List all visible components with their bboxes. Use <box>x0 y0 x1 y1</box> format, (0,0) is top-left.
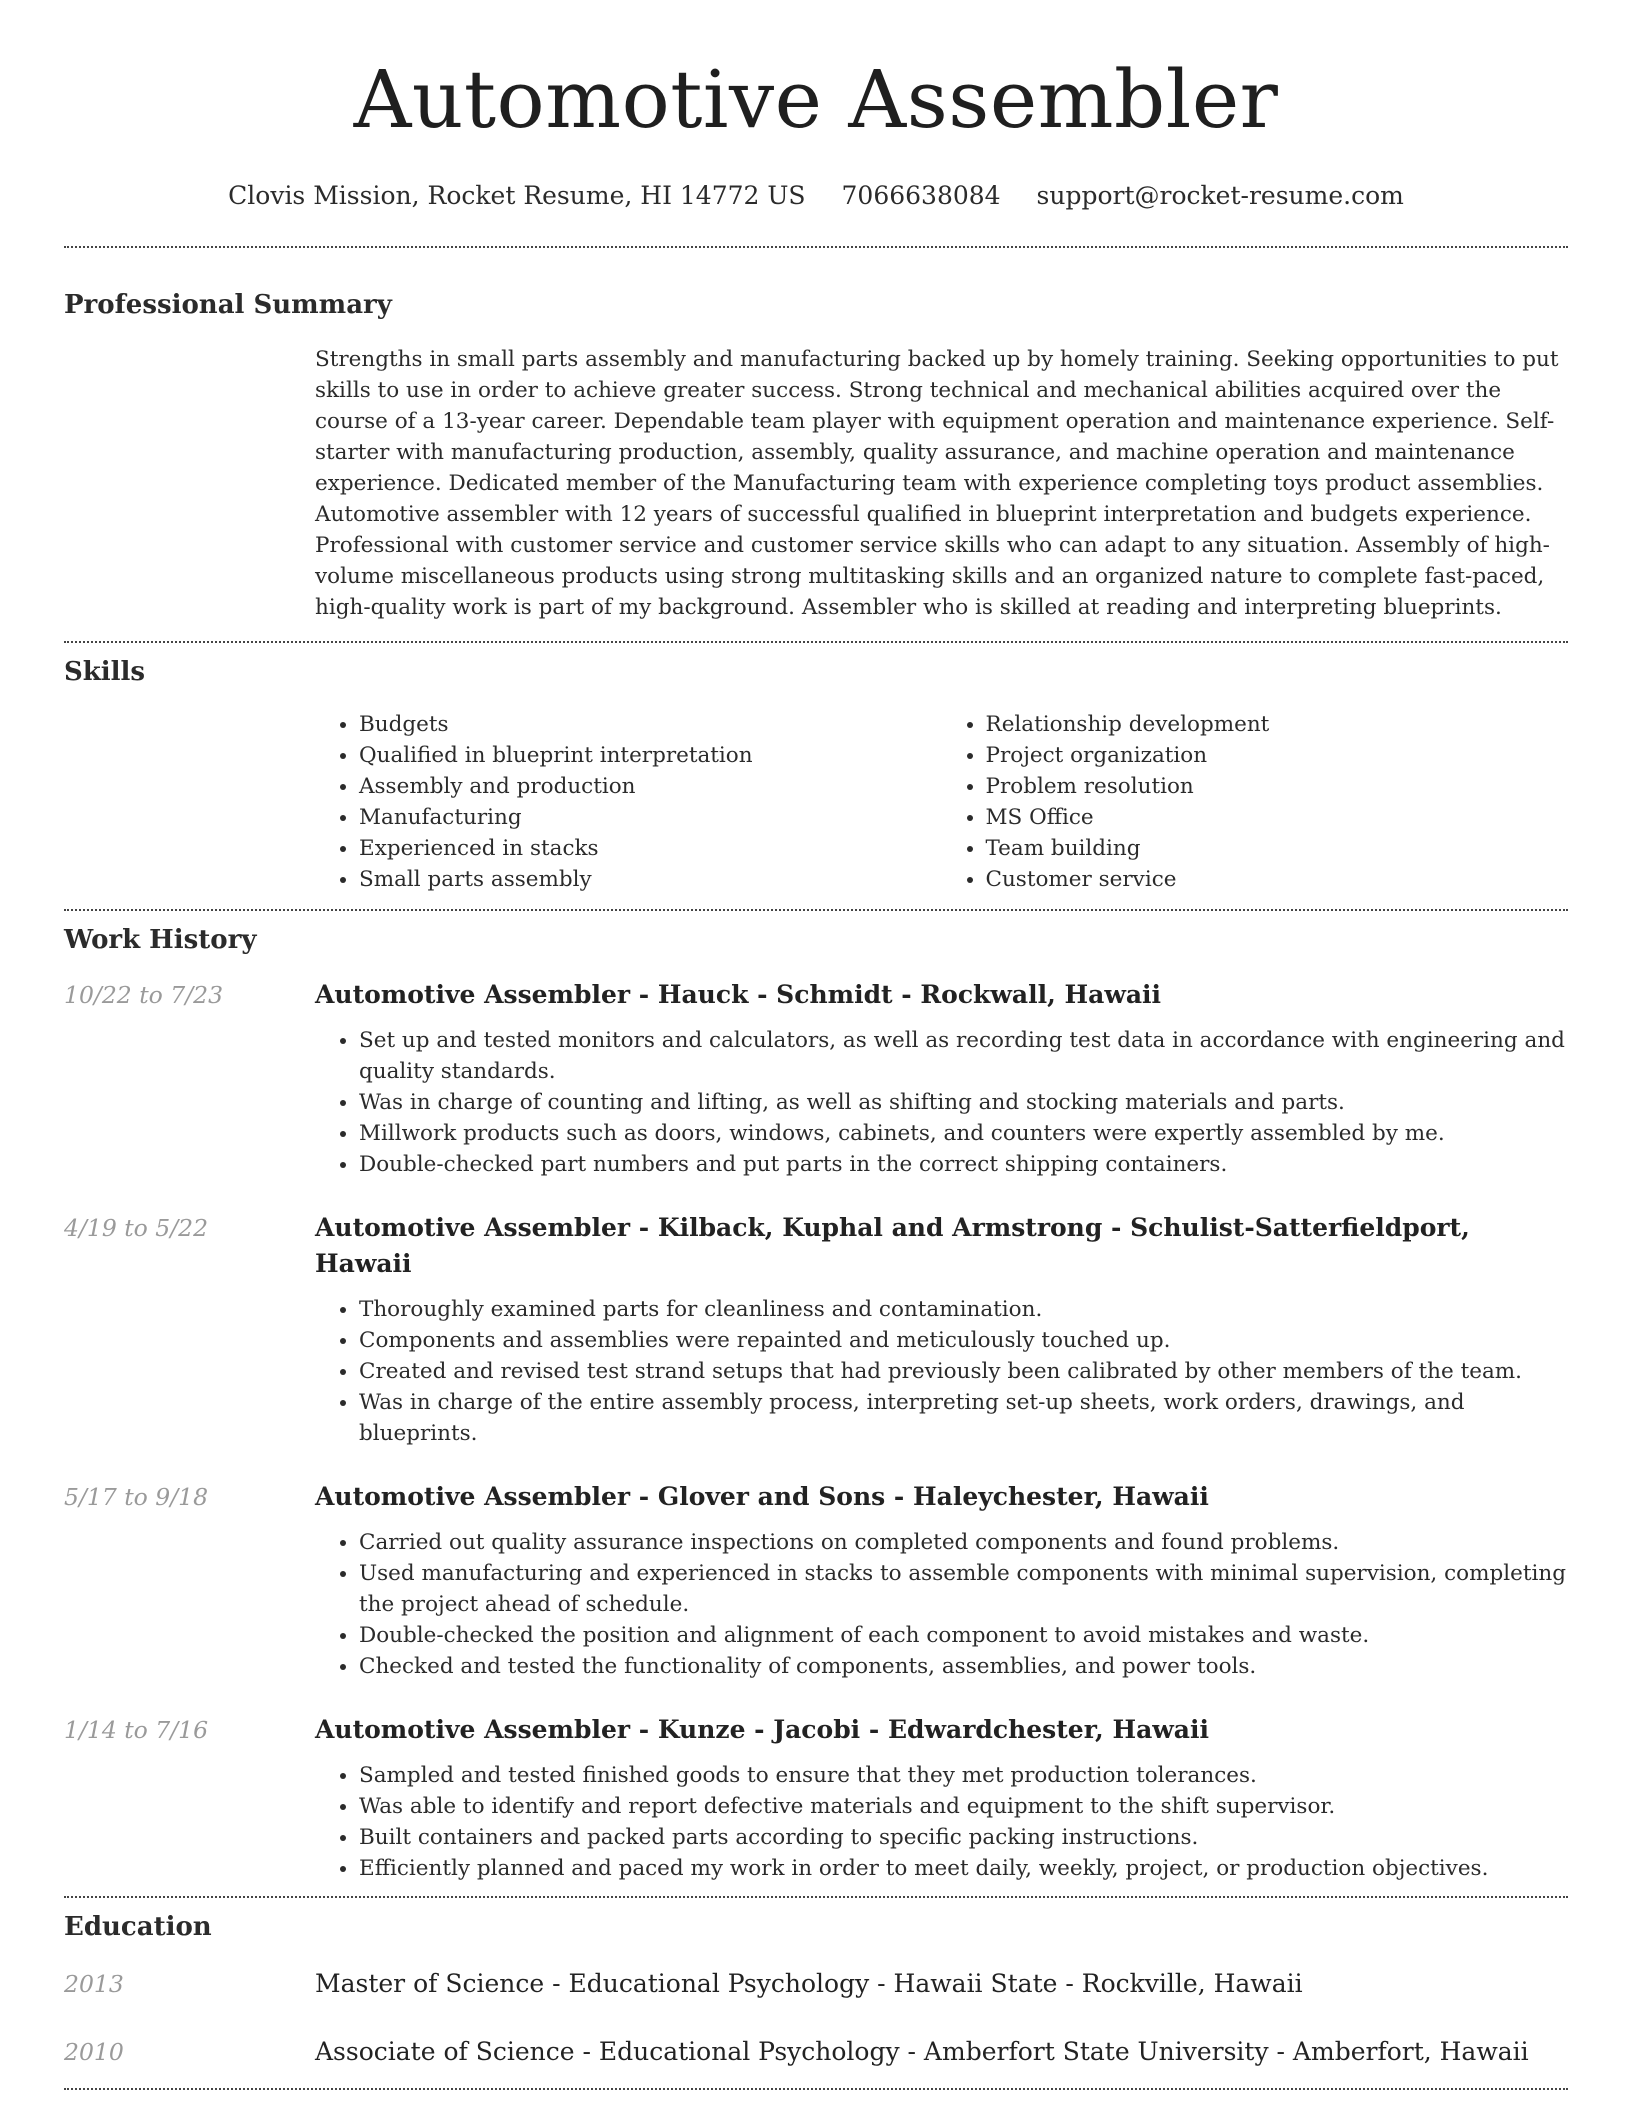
job-bullet: • Double-checked part numbers and put parts in the correct shipping containers. <box>359 1149 1568 1180</box>
section-title-work: Work History <box>64 925 257 955</box>
candidate-name: Automotive Assembler <box>353 53 1279 146</box>
skill-item: • Manufacturing <box>359 802 942 833</box>
education-section <box>64 1898 1568 2070</box>
job-title: Automotive Assembler - Kunze - Jacobi - Edwardchester, Hawaii <box>315 1715 1209 1744</box>
job-body <box>315 1210 1568 1449</box>
education-title: Associate of Science - Educational Psychology - Amberfort State University - Amberfort, Hawaii <box>315 2037 1529 2066</box>
job-date: 4/19 to 5/22 <box>64 1214 209 1242</box>
job-bullet: • Used manufacturing and experienced in stacks to assemble components with minimal supervision, completing the project ahead of schedule. <box>359 1558 1568 1620</box>
job-title: Automotive Assembler - Hauck - Schmidt - Rockwall, Hawaii <box>315 980 1162 1009</box>
job-bullets <box>315 1760 1568 1884</box>
skills-grid <box>315 709 1568 895</box>
job-bullet: • Set up and tested monitors and calculators, as well as recording test data in accordance with engineering and quality standards. <box>359 1025 1568 1087</box>
job-body <box>315 1712 1568 1884</box>
skill-item: • Qualified in blueprint interpretation <box>359 740 942 771</box>
skill-item: • Customer service <box>986 864 1569 895</box>
skill-item: • Budgets <box>359 709 942 740</box>
job-body <box>315 977 1568 1180</box>
job-date: 5/17 to 9/18 <box>64 1483 209 1511</box>
job-bullets <box>315 1025 1568 1180</box>
job-entry <box>64 977 1568 1180</box>
job-entry <box>64 1210 1568 1449</box>
job-bullet: • Carried out quality assurance inspections on completed components and found problems. <box>359 1527 1568 1558</box>
skill-item: • Small parts assembly <box>359 864 942 895</box>
skill-item: • Problem resolution <box>986 771 1569 802</box>
summary-text: Strengths in small parts assembly and manufacturing backed up by homely training. Seeking opportunities to put skills to use in order to achieve greater success. Strong technical and mechanical abilities acquired over the course of a 13-year career. Dependable team player with equipment operation and maintenance experience. Self-starter with manufacturing production, assembly, quality assurance, and machine operation and maintenance experience. Dedicated member of the Manufacturing team with experience completing toys product assemblies. Automotive assembler with 12 years of successful qualified in blueprint interpretation and budgets experience. Professional with customer service and customer service skills who can adapt to any situation. Assembly of high-volume miscellaneous products using strong multitasking skills and an organized nature to complete fast-paced, high-quality work is part of my background. Assembler who is skilled at reading and interpreting blueprints. <box>315 347 1559 620</box>
education-title: Master of Science - Educational Psychology - Hawaii State - Rockville, Hawaii <box>315 1969 1303 1998</box>
education-date: 2010 <box>64 2038 124 2066</box>
contact-line <box>64 180 1568 212</box>
job-bullet: • Sampled and tested finished goods to ensure that they met production tolerances. <box>359 1760 1568 1791</box>
job-bullet: • Checked and tested the functionality of components, assemblies, and power tools. <box>359 1651 1568 1682</box>
job-list <box>64 977 1568 1884</box>
job-bullet: • Created and revised test strand setups that had previously been calibrated by other members of the team. <box>359 1356 1568 1387</box>
section-title-education: Education <box>64 1912 212 1942</box>
job-bullet: • Was in charge of counting and lifting, as well as shifting and stocking materials and parts. <box>359 1087 1568 1118</box>
job-bullet: • Was able to identify and report defective materials and equipment to the shift supervisor. <box>359 1791 1568 1822</box>
job-body <box>315 1479 1568 1682</box>
skill-item: • Project organization <box>986 740 1569 771</box>
professional-summary-section <box>64 248 1568 623</box>
section-title-skills: Skills <box>64 657 146 687</box>
job-date: 1/14 to 7/16 <box>64 1716 209 1744</box>
divider <box>64 2088 1568 2090</box>
job-title: Automotive Assembler - Glover and Sons - Haleychester, Hawaii <box>315 1482 1209 1511</box>
skill-item: • Assembly and production <box>359 771 942 802</box>
contact-phone: 7066638084 <box>841 181 1001 210</box>
education-entry <box>64 2034 1568 2070</box>
job-bullet: • Millwork products such as doors, windows, cabinets, and counters were expertly assembled by me. <box>359 1118 1568 1149</box>
skills-section <box>64 643 1568 895</box>
contact-address: Clovis Mission, Rocket Resume, HI 14772 US <box>228 181 806 210</box>
contact-email: support@rocket-resume.com <box>1036 181 1404 210</box>
work-history-section <box>64 911 1568 1884</box>
resume-header <box>64 0 1568 212</box>
skills-column-right <box>942 709 1569 895</box>
skill-item: • Relationship development <box>986 709 1569 740</box>
job-entry <box>64 1712 1568 1884</box>
job-bullets <box>315 1527 1568 1682</box>
job-bullet: • Efficiently planned and paced my work in order to meet daily, weekly, project, or production objectives. <box>359 1853 1568 1884</box>
job-bullet: • Components and assemblies were repainted and meticulously touched up. <box>359 1325 1568 1356</box>
education-entry <box>64 1966 1568 2002</box>
job-bullet: • Thoroughly examined parts for cleanliness and contamination. <box>359 1294 1568 1325</box>
job-bullets <box>315 1294 1568 1449</box>
skill-item: • MS Office <box>986 802 1569 833</box>
job-date: 10/22 to 7/23 <box>64 981 224 1009</box>
job-entry <box>64 1479 1568 1682</box>
job-bullet: • Built containers and packed parts according to specific packing instructions. <box>359 1822 1568 1853</box>
skill-item: • Experienced in stacks <box>359 833 942 864</box>
section-title-summary: Professional Summary <box>64 290 392 320</box>
job-bullet: • Double-checked the position and alignment of each component to avoid mistakes and waste. <box>359 1620 1568 1651</box>
skills-column-left <box>315 709 942 895</box>
education-date: 2013 <box>64 1970 124 1998</box>
job-bullet: • Was in charge of the entire assembly process, interpreting set-up sheets, work orders, drawings, and blueprints. <box>359 1387 1568 1449</box>
job-title: Automotive Assembler - Kilback, Kuphal and Armstrong - Schulist-Satterfieldport, Hawaii <box>315 1213 1470 1278</box>
skill-item: • Team building <box>986 833 1569 864</box>
